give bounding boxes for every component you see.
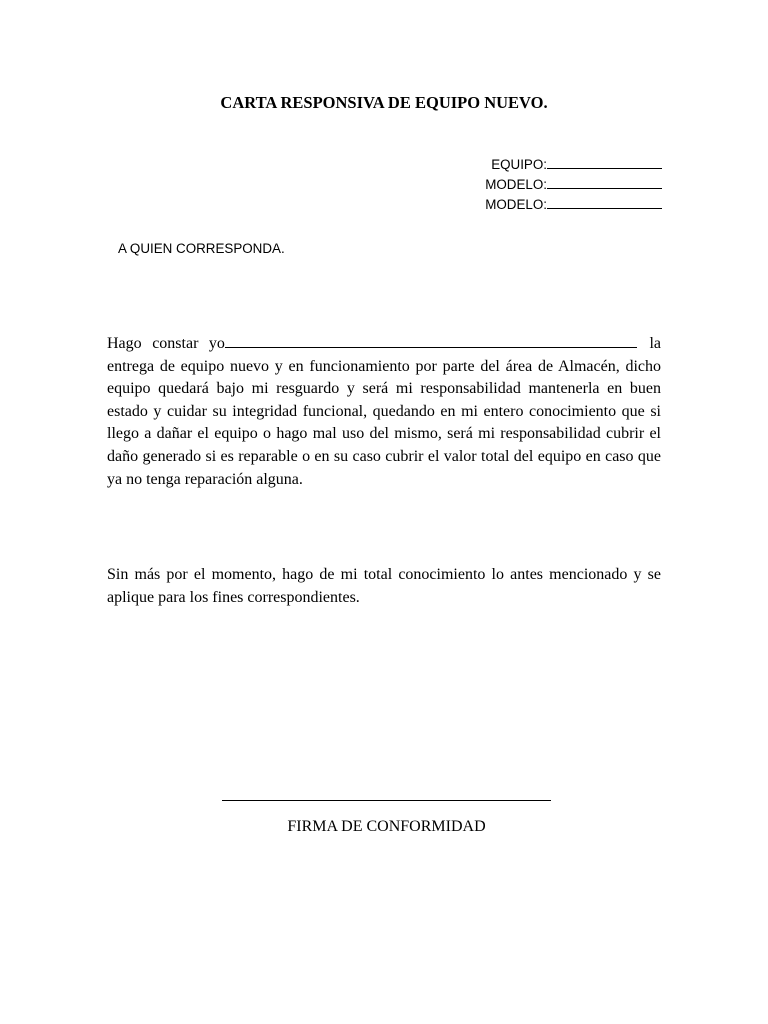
field-label-modelo-2: MODELO: bbox=[485, 197, 547, 212]
field-row-modelo-2 bbox=[440, 194, 662, 214]
signature-line[interactable] bbox=[222, 800, 551, 801]
field-label-modelo: MODELO: bbox=[485, 177, 547, 192]
name-blank-line[interactable] bbox=[225, 331, 637, 348]
statement-paragraph bbox=[107, 331, 661, 491]
closing-paragraph: Sin más por el momento, hago de mi total conocimiento lo antes mencionado y se aplique para los fines correspondientes. bbox=[107, 566, 661, 606]
statement-lead: Hago constar yo bbox=[107, 335, 225, 352]
field-blank-modelo-2[interactable] bbox=[547, 194, 662, 209]
signature-label: FIRMA DE CONFORMIDAD bbox=[287, 818, 486, 835]
field-row-equipo bbox=[440, 154, 662, 174]
field-blank-equipo[interactable] bbox=[547, 154, 662, 169]
salutation: A QUIEN CORRESPONDA. bbox=[118, 241, 285, 256]
field-label-equipo: EQUIPO: bbox=[491, 157, 547, 172]
equipment-fields bbox=[440, 154, 662, 214]
field-row-modelo bbox=[440, 174, 662, 194]
statement-body: la entrega de equipo nuevo y en funcionamiento por parte del área de Almacén, dicho equipo quedará bajo mi resguardo y será mi responsabilidad mantenerla en buen estado y cuidar su integridad funcional, quedando en mi entero conocimiento que si llego a dañar el equipo o hago mal uso del mismo, será mi responsabilidad cubrir el daño generado si es reparable o en su caso cubrir el valor total del equipo en caso que ya no tenga reparación alguna. bbox=[107, 335, 661, 488]
field-blank-modelo[interactable] bbox=[547, 174, 662, 189]
document-title: CARTA RESPONSIVA DE EQUIPO NUEVO. bbox=[220, 93, 548, 112]
